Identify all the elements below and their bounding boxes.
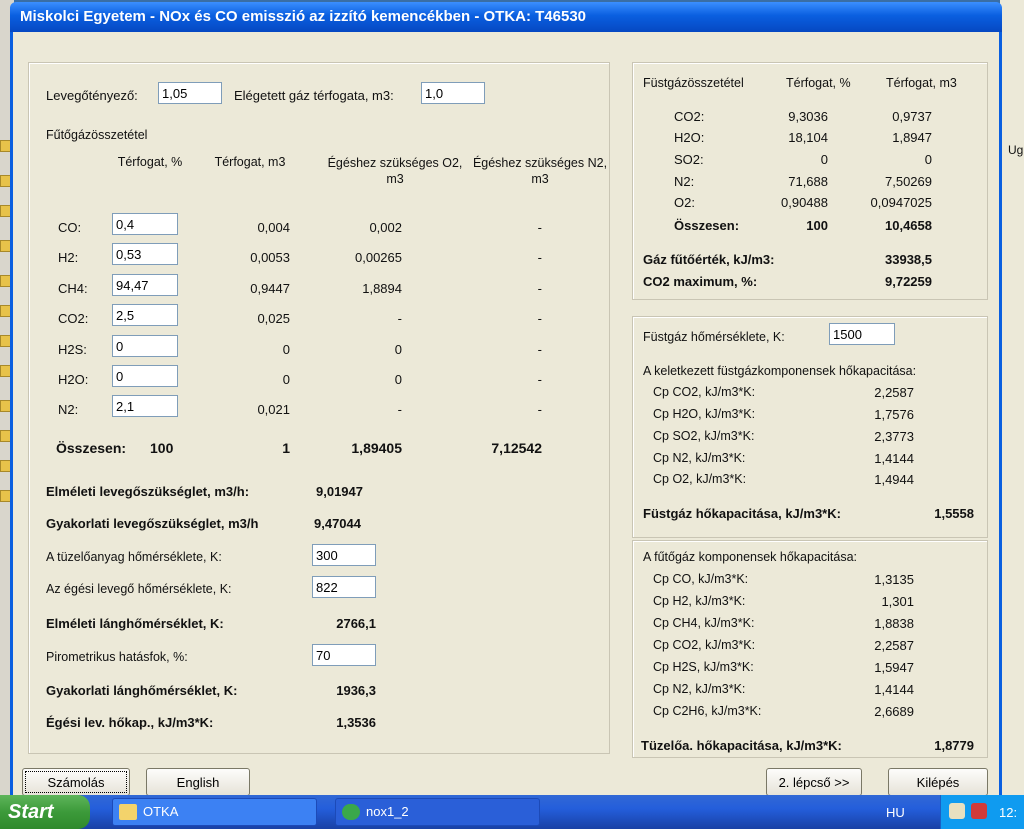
fuel-heat-caption: A fűtőgáz komponensek hőkapacitása: bbox=[643, 550, 858, 564]
fuel-row-n2: - bbox=[537, 342, 542, 357]
fuel-row-n2: - bbox=[537, 372, 542, 387]
fuel-cp-value: 1,5947 bbox=[874, 660, 914, 675]
fuel-cp-name: Cp CO2, kJ/m3*K: bbox=[653, 638, 756, 652]
background-window-right bbox=[1000, 0, 1024, 795]
fuel-row-m3: 0,021 bbox=[257, 402, 290, 417]
folder-icon bbox=[119, 804, 137, 820]
fuel-row-name: H2: bbox=[58, 250, 79, 265]
system-tray bbox=[940, 795, 1024, 829]
fuel-row-o2: 1,8894 bbox=[362, 281, 402, 296]
flue-cp-value: 2,3773 bbox=[874, 429, 914, 444]
flue-cp-name: Cp N2, kJ/m3*K: bbox=[653, 451, 746, 465]
fuel-row-o2: - bbox=[397, 402, 402, 417]
fuel-row-n2: - bbox=[537, 250, 542, 265]
fuel-total-label: Összesen: bbox=[56, 440, 127, 456]
flue-row-m3: 1,8947 bbox=[892, 130, 932, 145]
start-label: Start bbox=[8, 800, 54, 823]
fuel-cp-name: Cp H2S, kJ/m3*K: bbox=[653, 660, 754, 674]
fuel-total-pct: 100 bbox=[150, 440, 174, 456]
flue-heat-panel bbox=[632, 316, 988, 538]
pyro-input[interactable] bbox=[312, 644, 376, 666]
fuel-row-n2: - bbox=[537, 281, 542, 296]
window-titlebar[interactable] bbox=[10, 2, 1002, 32]
flue-heat-total-label: Füstgáz hőkapacitása, kJ/m3*K: bbox=[643, 506, 841, 521]
pyro-label: Pirometrikus hatásfok, %: bbox=[46, 650, 188, 664]
background-window-text: Ug bbox=[1008, 143, 1024, 157]
fuel-row-o2: 0 bbox=[394, 372, 402, 387]
fuel-temp-input[interactable] bbox=[312, 544, 376, 566]
flue-heat-caption: A keletkezett füstgázkomponensek hőkapacitása: bbox=[643, 364, 917, 378]
taskbar bbox=[0, 795, 1024, 829]
clock: 12: bbox=[999, 805, 1018, 820]
fuel-row-m3: 0,025 bbox=[257, 311, 290, 326]
pract-flame-label: Gyakorlati lánghőmérséklet, K: bbox=[46, 683, 238, 698]
flue-header-pct: Térfogat, % bbox=[786, 76, 851, 90]
flue-row-pct: 18,104 bbox=[788, 130, 828, 145]
flue-row-pct: 71,688 bbox=[788, 174, 828, 189]
fuel-row-n2: - bbox=[537, 220, 542, 235]
flue-heat-total-value: 1,5558 bbox=[934, 506, 974, 521]
col-header-volume-m3: Térfogat, m3 bbox=[214, 155, 286, 169]
flue-row-pct: 0 bbox=[820, 152, 828, 167]
fuel-row-n2: - bbox=[537, 311, 542, 326]
window-title: Miskolci Egyetem - NOx és CO emisszió az izzító kemencékben - OTKA: T46530 bbox=[20, 8, 587, 25]
fuel-temp-label: A tüzelőanyag hőmérséklete, K: bbox=[46, 550, 222, 564]
taskbar-item-label: nox1_2 bbox=[366, 804, 409, 819]
fuel-row-o2: 0,002 bbox=[369, 220, 402, 235]
fuel-total-m3: 1 bbox=[282, 440, 290, 456]
co2-max-value: 9,72259 bbox=[885, 274, 932, 289]
fuel-cp-value: 2,6689 bbox=[874, 704, 914, 719]
burned-gas-input[interactable] bbox=[421, 82, 485, 104]
fuel-row-m3: 0 bbox=[282, 342, 290, 357]
fuel-h2-input[interactable] bbox=[112, 243, 178, 265]
flue-header-m3: Térfogat, m3 bbox=[886, 76, 957, 90]
flue-cp-value: 1,4144 bbox=[874, 451, 914, 466]
flue-cp-name: Cp CO2, kJ/m3*K: bbox=[653, 385, 756, 399]
fuel-total-o2: 1,89405 bbox=[351, 440, 402, 456]
heating-value: 33938,5 bbox=[885, 252, 932, 267]
col-header-n2: Égéshez szükséges N2, m3 bbox=[472, 156, 608, 186]
combustion-heat-value: 1,3536 bbox=[336, 715, 376, 730]
fuel-total-n2: 7,12542 bbox=[491, 440, 542, 456]
fuel-cp-value: 1,8838 bbox=[874, 616, 914, 631]
fuel-row-m3: 0,004 bbox=[257, 220, 290, 235]
combustion-heat-label: Égési lev. hőkap., kJ/m3*K: bbox=[46, 715, 214, 730]
flue-header-name: Füstgázösszetétel bbox=[643, 76, 744, 90]
flue-row-m3: 0,9737 bbox=[892, 109, 932, 124]
fuel-row-o2: 0 bbox=[394, 342, 402, 357]
flue-row-pct: 9,3036 bbox=[788, 109, 828, 124]
fuel-section-label: Fűtőgázösszetétel bbox=[46, 128, 148, 142]
fuel-co-input[interactable] bbox=[112, 213, 178, 235]
fuel-ch4-input[interactable] bbox=[112, 274, 178, 296]
taskbar-item-label: OTKA bbox=[143, 804, 179, 819]
fuel-row-name: CO: bbox=[58, 220, 82, 235]
flue-row-name: SO2: bbox=[674, 152, 704, 167]
flue-cp-name: Cp SO2, kJ/m3*K: bbox=[653, 429, 755, 443]
air-factor-label: Levegőtényező: bbox=[46, 88, 138, 103]
air-factor-input[interactable] bbox=[158, 82, 222, 104]
burned-gas-label: Elégetett gáz térfogata, m3: bbox=[234, 88, 394, 103]
exit-button[interactable]: Kilépés bbox=[888, 768, 988, 796]
flue-row-m3: 0 bbox=[924, 152, 932, 167]
fuel-row-m3: 0,0053 bbox=[250, 250, 290, 265]
fuel-row-n2: - bbox=[537, 402, 542, 417]
taskbar-item-nox[interactable] bbox=[335, 798, 540, 826]
fuel-cp-name: Cp CO, kJ/m3*K: bbox=[653, 572, 749, 586]
flue-cp-value: 2,2587 bbox=[874, 385, 914, 400]
fuel-cp-value: 2,2587 bbox=[874, 638, 914, 653]
theor-flame-label: Elméleti lánghőmérséklet, K: bbox=[46, 616, 224, 631]
taskbar-item-otka[interactable] bbox=[112, 798, 317, 826]
flue-cp-value: 1,4944 bbox=[874, 472, 914, 487]
flue-total-pct: 100 bbox=[806, 218, 828, 233]
heating-value-label: Gáz fűtőérték, kJ/m3: bbox=[643, 252, 775, 267]
fuel-cp-name: Cp H2, kJ/m3*K: bbox=[653, 594, 746, 608]
fuel-cp-name: Cp N2, kJ/m3*K: bbox=[653, 682, 746, 696]
fuel-row-o2: - bbox=[397, 311, 402, 326]
fuel-row-name: CH4: bbox=[58, 281, 88, 296]
fuel-row-m3: 0 bbox=[282, 372, 290, 387]
flue-cp-name: Cp O2, kJ/m3*K: bbox=[653, 472, 747, 486]
flue-temp-label: Füstgáz hőmérséklete, K: bbox=[643, 330, 785, 344]
pract-air-value: 9,47044 bbox=[314, 516, 361, 531]
fuel-cp-name: Cp C2H6, kJ/m3*K: bbox=[653, 704, 762, 718]
step2-button[interactable]: 2. lépcső >> bbox=[766, 768, 862, 796]
english-button[interactable]: English bbox=[146, 768, 250, 796]
flue-row-name: N2: bbox=[674, 174, 695, 189]
pract-flame-value: 1936,3 bbox=[336, 683, 376, 698]
fuel-cp-value: 1,301 bbox=[881, 594, 914, 609]
air-temp-input[interactable] bbox=[312, 576, 376, 598]
pract-air-label: Gyakorlati levegőszükséglet, m3/h bbox=[46, 516, 259, 531]
start-button[interactable] bbox=[0, 795, 90, 829]
flue-cp-name: Cp H2O, kJ/m3*K: bbox=[653, 407, 756, 421]
fuel-cp-name: Cp CH4, kJ/m3*K: bbox=[653, 616, 755, 630]
fuel-h2o-input[interactable] bbox=[112, 365, 178, 387]
fuel-n2-input[interactable] bbox=[112, 395, 178, 417]
fuel-row-name: H2O: bbox=[58, 372, 89, 387]
fuel-row-name: N2: bbox=[58, 402, 79, 417]
flue-temp-input[interactable] bbox=[829, 323, 895, 345]
flue-row-name: O2: bbox=[674, 195, 695, 210]
fuel-heat-total-value: 1,8779 bbox=[934, 738, 974, 753]
flue-total-label: Összesen: bbox=[674, 218, 740, 233]
flue-row-m3: 7,50269 bbox=[885, 174, 932, 189]
col-header-volume-pct: Térfogat, % bbox=[117, 155, 183, 169]
fuel-row-o2: 0,00265 bbox=[355, 250, 402, 265]
theor-flame-value: 2766,1 bbox=[336, 616, 376, 631]
fuel-row-name: CO2: bbox=[58, 311, 89, 326]
theor-air-value: 9,01947 bbox=[316, 484, 363, 499]
theor-air-label: Elméleti levegőszükséglet, m3/h: bbox=[46, 484, 250, 499]
calculate-button[interactable]: Számolás bbox=[22, 768, 130, 796]
flue-row-pct: 0,90488 bbox=[781, 195, 828, 210]
fuel-row-m3: 0,9447 bbox=[250, 281, 290, 296]
flue-row-name: H2O: bbox=[674, 130, 705, 145]
co2-max-label: CO2 maximum, %: bbox=[643, 274, 758, 289]
tray-network-icon[interactable] bbox=[949, 803, 965, 819]
fuel-heat-total-label: Tüzelőa. hőkapacitása, kJ/m3*K: bbox=[641, 738, 842, 753]
col-header-o2: Égéshez szükséges O2, m3 bbox=[327, 156, 463, 186]
flue-row-name: CO2: bbox=[674, 109, 705, 124]
language-indicator[interactable]: HU bbox=[886, 805, 905, 820]
fuel-row-name: H2S: bbox=[58, 342, 87, 357]
air-temp-label: Az égési levegő hőmérséklete, K: bbox=[46, 582, 232, 596]
tray-security-icon[interactable] bbox=[971, 803, 987, 819]
app-icon bbox=[342, 804, 360, 820]
fuel-co2-input[interactable] bbox=[112, 304, 178, 326]
flue-cp-value: 1,7576 bbox=[874, 407, 914, 422]
flue-row-m3: 0,0947025 bbox=[870, 195, 932, 210]
fuel-cp-value: 1,4144 bbox=[874, 682, 914, 697]
fuel-h2s-input[interactable] bbox=[112, 335, 178, 357]
fuel-cp-value: 1,3135 bbox=[874, 572, 914, 587]
flue-total-m3: 10,4658 bbox=[885, 218, 932, 233]
